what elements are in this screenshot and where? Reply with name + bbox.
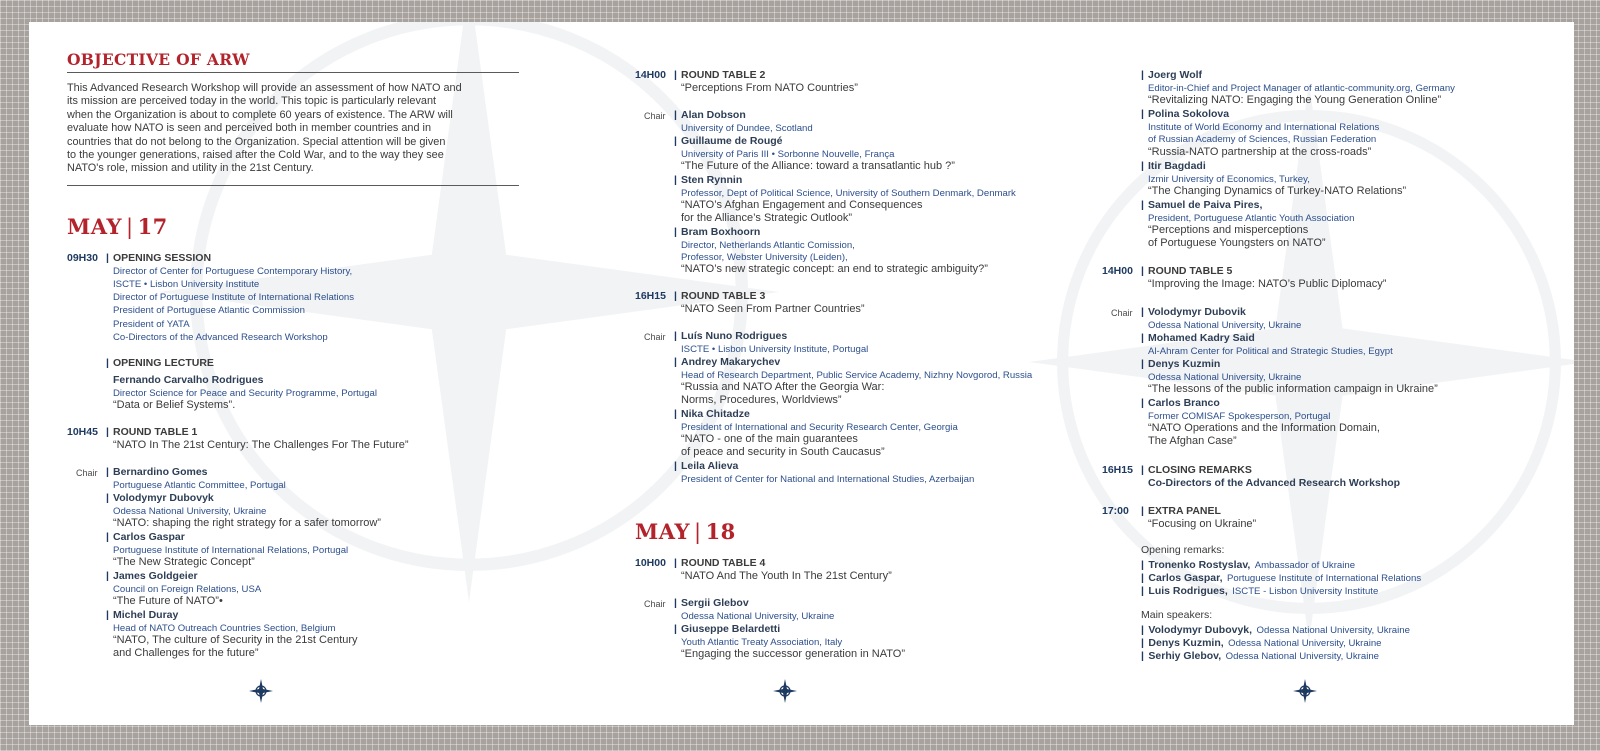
objective-line: when the Organization is about to complete 60 years of existence. The ARW will [67, 108, 453, 121]
person-name: Itir Bagdadi [1148, 160, 1206, 172]
talk-title: for the Alliance’s Strategic Outlook” [681, 212, 852, 224]
person-aff: President of International and Security Research Center, Georgia [681, 422, 958, 433]
chair-label: Chair [644, 599, 666, 609]
bar: | [106, 492, 109, 504]
person-aff: Odessa National University, Ukraine [113, 506, 267, 517]
talk-title: The Afghan Case” [1148, 435, 1237, 447]
session-title: ROUND TABLE 4 [681, 557, 766, 569]
person-aff: Odessa National University, Ukraine [1228, 638, 1382, 649]
session-subtitle: “Perceptions From NATO Countries” [681, 82, 858, 94]
person-aff: Portuguese Institute of International Relations [1226, 573, 1422, 584]
talk-title: of Portuguese Youngsters on NATO” [1148, 237, 1326, 249]
bar: | [674, 174, 677, 186]
person-aff: Director Science for Peace and Security Programme, Portugal [113, 388, 377, 399]
person-name: Bernardino Gomes [113, 466, 208, 478]
bar: | [1141, 306, 1144, 318]
person-name: Sergii Glebov [681, 597, 749, 609]
session-title: ROUND TABLE 2 [681, 69, 766, 81]
session-title: ROUND TABLE 5 [1148, 265, 1233, 277]
aff-line: President of YATA [113, 319, 190, 330]
talk-title: “Perceptions and misperceptions [1148, 224, 1309, 236]
objective-line: This Advanced Research Workshop will provide an assessment of how NATO and [67, 82, 462, 94]
objective-line: NATO's role, mission and utility in the 21st Century. [67, 162, 314, 175]
person-aff: Institute of World Economy and International Relations [1148, 122, 1380, 133]
bar: | [674, 557, 677, 569]
person-name: Denys Kuzmin, [1148, 637, 1224, 649]
session-title: CLOSING REMARKS [1148, 464, 1252, 476]
person-name: Samuel de Paiva Pires, [1148, 199, 1263, 211]
session-subtitle: “NATO In The 21st Century: The Challenges For The Future” [113, 439, 409, 451]
person-name: Carlos Branco [1148, 397, 1220, 409]
bar: | [106, 252, 109, 264]
bar: | [674, 356, 677, 368]
talk-title: “Russia-NATO partnership at the cross-roads” [1148, 146, 1372, 158]
session-title: OPENING SESSION [113, 252, 212, 264]
person-name: Denys Kuzmin [1148, 358, 1221, 370]
person-aff: Professor, Webster University (Leiden), [681, 252, 848, 263]
session-time: 10H00 [635, 557, 666, 569]
person-name: Leila Alieva [681, 460, 739, 472]
session-title: EXTRA PANEL [1148, 505, 1221, 517]
person-aff: ISCTE - Lisbon University Institute [1232, 586, 1379, 597]
objective-text [67, 82, 519, 176]
person-aff: ISCTE • Lisbon University Institute, Portugal [681, 344, 869, 355]
talk-title: “NATO Operations and the Information Domain, [1148, 422, 1380, 434]
opening-remarks-label: Opening remarks: [1141, 544, 1225, 556]
chair-label: Chair [1111, 308, 1133, 318]
talk-title: “Russia and NATO After the Georgia War: [681, 381, 885, 393]
bar: | [674, 408, 677, 420]
person-name: Guillaume de Rougé [681, 135, 783, 147]
bar: | [674, 330, 677, 342]
session-time: 09H30 [67, 252, 98, 264]
day-sep: | [125, 215, 134, 239]
bar: | [1141, 160, 1144, 172]
aff-line: Co-Directors of the Advanced Research Workshop [113, 332, 328, 343]
talk-title: “The Future of the Alliance: toward a transatlantic hub ?” [681, 160, 955, 172]
session-title: OPENING LECTURE [113, 357, 214, 369]
person-name: Volodymyr Dubovyk, [1148, 624, 1253, 636]
session-subtitle: “NATO And The Youth In The 21st Century” [681, 570, 892, 582]
talk-title: “NATO’s Afghan Engagement and Consequences [681, 199, 923, 211]
aff-line: Director of Center for Portuguese Contemporary History, [113, 266, 353, 277]
person-name: Nika Chitadze [681, 408, 750, 420]
bar: | [106, 426, 109, 438]
chair-label: Chair [76, 468, 98, 478]
talk-title: “Revitalizing NATO: Engaging the Young Generation Online” [1148, 94, 1442, 106]
session-title: ROUND TABLE 1 [113, 426, 198, 438]
talk-title: and Challenges for the future” [113, 647, 259, 659]
day-date: 17 [137, 214, 168, 239]
bar: | [674, 109, 677, 121]
person-name: Mohamed Kadry Said [1148, 332, 1255, 344]
bar: | [1141, 464, 1144, 476]
talk-title: “The lessons of the public information campaign in Ukraine” [1148, 383, 1438, 395]
brochure-sheet [29, 22, 1574, 725]
compass-rose-icon [772, 678, 798, 704]
person-aff: Director, Netherlands Atlantic Comission, [681, 240, 855, 251]
talk-title: Norms, Procedures, Worldviews” [681, 394, 842, 406]
person-aff: Youth Atlantic Treaty Association, Italy [681, 637, 843, 648]
bar: | [1141, 332, 1144, 344]
session-time: 17:00 [1102, 505, 1129, 517]
bar: | [674, 623, 677, 635]
talk-title: “The Changing Dynamics of Turkey-NATO Relations” [1148, 185, 1407, 197]
day-heading-may-18 [635, 519, 736, 544]
person-name: Volodymyr Dubovik [1148, 306, 1246, 318]
compass-rose-icon [248, 678, 274, 704]
person-name: Fernando Carvalho Rodrigues [113, 374, 264, 386]
person-name: Luís Nuno Rodrigues [681, 330, 788, 342]
bar: | [106, 466, 109, 478]
person-name: Giuseppe Belardetti [681, 623, 781, 635]
person-aff: Odessa National University, Ukraine [681, 611, 835, 622]
person-aff: Izmir University of Economics, Turkey, [1148, 174, 1310, 185]
person-name: Tronenko Rostyslav, [1148, 559, 1251, 571]
talk-title: “NATO, The culture of Security in the 21st Century [113, 634, 358, 646]
talk-title: “The Future of NATO”• [113, 595, 223, 607]
chair-label: Chair [644, 332, 666, 342]
divider-bottom [67, 185, 519, 186]
day-date: 18 [705, 519, 736, 544]
person-aff: Al-Ahram Center for Political and Strategic Studies, Egypt [1148, 346, 1393, 357]
bar: | [1141, 559, 1144, 571]
person-aff: Head of NATO Outreach Countries Section, Belgium [113, 623, 336, 634]
person-aff: Odessa National University, Ukraine [1148, 320, 1302, 331]
bar: | [106, 531, 109, 543]
bar: | [1141, 505, 1144, 517]
session-title: ROUND TABLE 3 [681, 290, 766, 302]
person-aff: Former COMISAF Spokesperson, Portugal [1148, 411, 1331, 422]
person-aff: President of Center for National and International Studies, Azerbaijan [681, 474, 975, 485]
person-aff: Odessa National University, Ukraine [1148, 372, 1302, 383]
person-name: Bram Boxhoorn [681, 226, 761, 238]
bar: | [106, 609, 109, 621]
bar: | [1141, 265, 1144, 277]
bar: | [1141, 358, 1144, 370]
talk-title: of peace and security in South Caucasus” [681, 446, 885, 458]
speaker-line [1141, 583, 1378, 598]
day-heading-may-17 [67, 214, 168, 239]
session-time: 14H00 [1102, 265, 1133, 277]
person-aff: Editor-in-Chief and Project Manager of atlantic-community.org, Germany [1148, 83, 1455, 94]
bar: | [674, 135, 677, 147]
person-aff: Ambassador of Ukraine [1254, 560, 1356, 571]
day-sep: | [693, 520, 702, 544]
objective-title: OBJECTIVE OF ARW [67, 50, 250, 69]
person-aff: Portuguese Institute of International Relations, Portugal [113, 545, 349, 556]
talk-title: “NATO: shaping the right strategy for a safer tomorrow” [113, 517, 381, 529]
objective-line: evaluate how NATO is seen and perceived both in member countries and in [67, 122, 432, 135]
bar: | [1141, 108, 1144, 120]
talk-title: “Engaging the successor generation in NATO” [681, 648, 905, 660]
bar: | [1141, 637, 1144, 649]
day-month: MAY [635, 519, 690, 544]
bar: | [674, 69, 677, 81]
bar: | [1141, 585, 1144, 597]
session-subtitle: “Focusing on Ukraine” [1148, 518, 1257, 530]
main-speakers-label: Main speakers: [1141, 609, 1213, 621]
person-name: Joerg Wolf [1148, 69, 1203, 81]
day-month: MAY [67, 214, 122, 239]
speaker-line [1141, 648, 1379, 663]
person-aff: University of Paris III • Sorbonne Nouvelle, França [681, 149, 895, 160]
person-name: James Goldgeier [113, 570, 198, 582]
person-aff: Portuguese Atlantic Committee, Portugal [113, 480, 286, 491]
session-subtitle: “NATO Seen From Partner Countries” [681, 303, 865, 315]
talk-title: “NATO - one of the main guarantees [681, 433, 858, 445]
person-name: Andrey Makarychev [681, 356, 781, 368]
session-subtitle: “Improving the Image: NATO’s Public Diplomacy” [1148, 278, 1387, 290]
person-aff: Odessa National University, Ukraine [1225, 651, 1379, 662]
bar: | [1141, 650, 1144, 662]
session-time: 16H15 [1102, 464, 1133, 476]
person-aff: of Russian Academy of Sciences, Russian Federation [1148, 134, 1377, 145]
talk-title: “The New Strategic Concept” [113, 556, 255, 568]
person-name: Alan Dobson [681, 109, 746, 121]
bar: | [1141, 572, 1144, 584]
objective-line: its mission are perceived today in the world. This topic is particularly relevant [67, 95, 437, 108]
person-name: Carlos Gaspar [113, 531, 185, 543]
person-aff: Council on Foreign Relations, USA [113, 584, 262, 595]
aff-line: Director of Portuguese Institute of International Relations [113, 292, 355, 303]
person-aff: University of Dundee, Scotland [681, 123, 813, 134]
person-name: Michel Duray [113, 609, 179, 621]
bar: | [106, 570, 109, 582]
person-name: Luis Rodrigues, [1148, 585, 1228, 597]
bar: | [674, 597, 677, 609]
person-name: Carlos Gaspar, [1148, 572, 1223, 584]
person-aff: Professor, Dept of Political Science, University of Southern Denmark, Denmark [681, 188, 1016, 199]
person-name: Sten Rynnin [681, 174, 743, 186]
objective-line: to the younger generations, raised after the Cold War, and to the way they see [67, 149, 444, 162]
compass-rose-icon [1292, 678, 1318, 704]
bar: | [674, 460, 677, 472]
chair-label: Chair [644, 111, 666, 121]
session-time: 14H00 [635, 69, 666, 81]
session-time: 10H45 [67, 426, 98, 438]
bar: | [1141, 199, 1144, 211]
bar: | [1141, 69, 1144, 81]
aff-line: President of Portuguese Atlantic Commission [113, 305, 305, 316]
session-time: 16H15 [635, 290, 666, 302]
person-aff: President, Portuguese Atlantic Youth Association [1148, 213, 1355, 224]
person-aff: Odessa National University, Ukraine [1256, 625, 1410, 636]
person-name: Serhiy Glebov, [1148, 650, 1222, 662]
aff-line: ISCTE • Lisbon University Institute [113, 279, 260, 290]
bar: | [1141, 397, 1144, 409]
divider-top [67, 72, 519, 73]
bar: | [674, 290, 677, 302]
bar: | [1141, 624, 1144, 636]
objective-line: countries that do not belong to the Organization. Special attention will be given [67, 135, 446, 148]
session-sub: Co-Directors of the Advanced Research Workshop [1148, 477, 1401, 489]
talk-title: “Data or Belief Systems”. [113, 399, 236, 411]
person-name: Volodymyr Dubovyk [113, 492, 214, 504]
person-aff: Head of Research Department, Public Service Academy, Nizhny Novgorod, Russia [681, 370, 1033, 381]
bar: | [106, 357, 109, 369]
person-name: Polina Sokolova [1148, 108, 1230, 120]
bar: | [674, 226, 677, 238]
talk-title: “NATO’s new strategic concept: an end to strategic ambiguity?” [681, 263, 988, 275]
